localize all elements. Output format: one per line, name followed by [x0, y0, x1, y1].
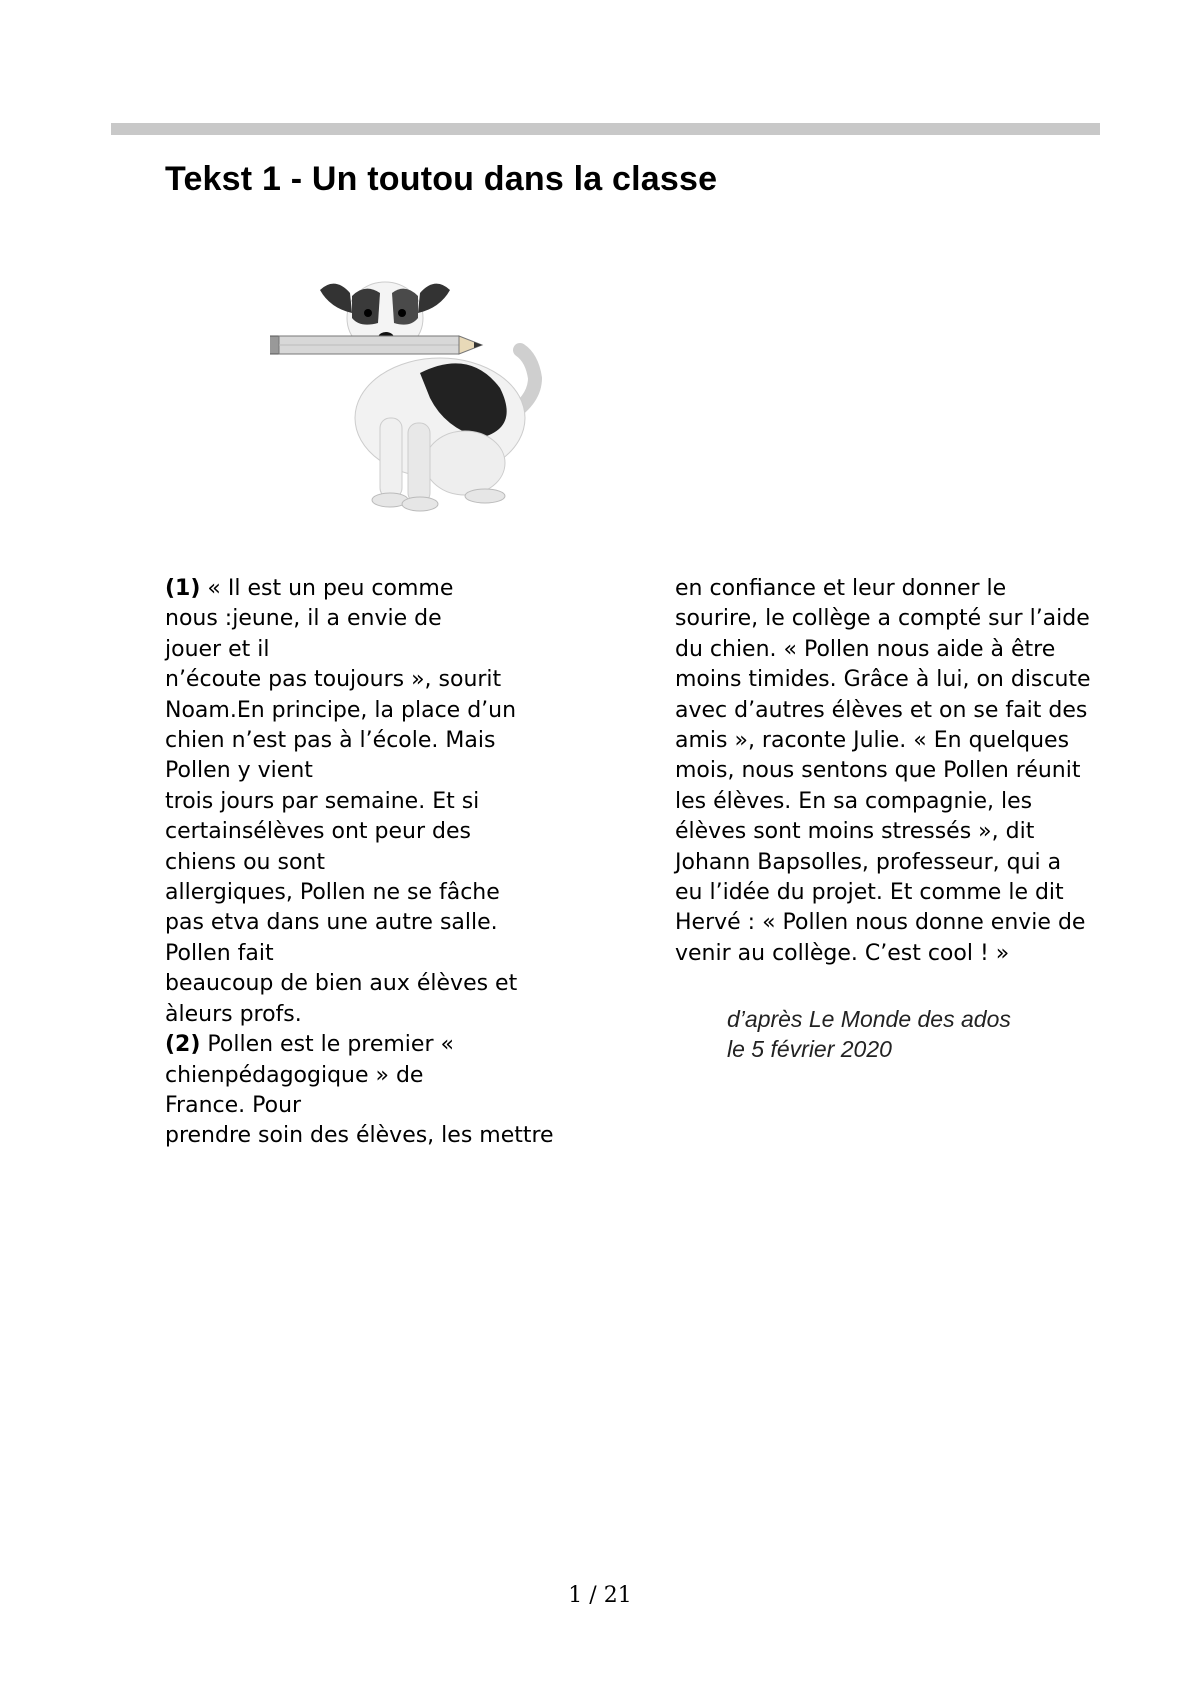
source-date: le 5 février 2020 [727, 1036, 892, 1062]
text-line: (1) « Il est un peu comme [165, 576, 454, 601]
text-line: France. Pour [165, 1092, 302, 1118]
text-line: certainsélèves ont peur des [165, 819, 471, 845]
text-line: Pollen y vient [165, 758, 313, 784]
text-line: n’écoute pas toujours », sourit [165, 667, 502, 693]
text-line: moins timides. Grâce à lui, on discute [675, 667, 1091, 693]
text-line: du chien. « Pollen nous aide à être [675, 636, 1056, 662]
text-line: chiens ou sont [165, 849, 325, 875]
text-line: (2) Pollen est le premier « [165, 1032, 454, 1058]
source-citation [727, 1004, 1011, 1064]
text-line: nous :jeune, il a envie de [165, 606, 442, 632]
text-line: jouer et il [165, 636, 270, 662]
text-line: amis », raconte Julie. « En quelques [675, 728, 1070, 754]
text-line: àleurs profs. [165, 1001, 302, 1027]
text-line: pas etva dans une autre salle. [165, 910, 498, 936]
left-column [165, 574, 585, 1152]
text-line: beaucoup de bien aux élèves et [165, 971, 518, 997]
text-line: avec d’autres élèves et on se fait des [675, 697, 1088, 723]
right-column [675, 574, 1115, 969]
text-line: Pollen fait [165, 940, 274, 966]
text-line: Johann Bapsolles, professeur, qui a [675, 849, 1062, 875]
text-line: mois, nous sentons que Pollen réunit [675, 758, 1081, 784]
page-number: 1 / 21 [568, 1583, 632, 1608]
text-line: venir au collège. C’est cool ! » [675, 940, 1010, 966]
paragraph-number: (1) [165, 576, 201, 601]
text-line: Hervé : « Pollen nous donne envie de [675, 910, 1086, 936]
text-line: trois jours par semaine. Et si [165, 788, 480, 814]
text-line: Noam.En principe, la place d’un [165, 697, 517, 723]
text-line: eu l’idée du projet. Et comme le dit [675, 880, 1064, 906]
text-line: sourire, le collège a compté sur l’aide [675, 606, 1090, 632]
text-line: en confiance et leur donner le [675, 576, 1007, 601]
header-rule [111, 123, 1100, 135]
page-title: Tekst 1 - Un toutou dans la classe [165, 160, 718, 198]
text-line: chienpédagogique » de [165, 1062, 424, 1088]
text-line: chien n’est pas à l’école. Mais [165, 728, 496, 754]
source-line: d’après Le Monde des ados [727, 1006, 1011, 1032]
text-line: allergiques, Pollen ne se fâche [165, 880, 500, 906]
dog-with-pencil-icon [270, 278, 590, 528]
paragraph-number: (2) [165, 1032, 201, 1058]
text-line: prendre soin des élèves, les mettre [165, 1123, 554, 1149]
text-line: élèves sont moins stressés », dit [675, 819, 1035, 845]
text-line: les élèves. En sa compagnie, les [675, 788, 1033, 814]
